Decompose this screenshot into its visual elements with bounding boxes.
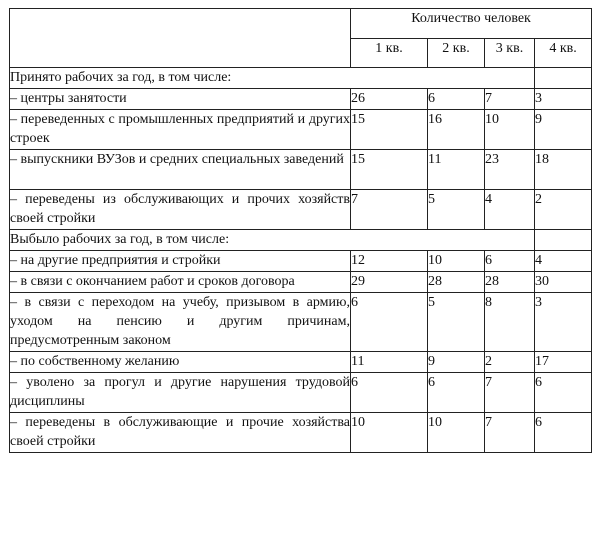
cell-q1: 6 (351, 373, 428, 413)
cell-q2: 28 (428, 272, 485, 293)
table-row (10, 293, 592, 352)
cell-q2: 11 (428, 150, 485, 190)
table-row (10, 150, 592, 190)
cell-q1: 26 (351, 89, 428, 110)
cell-q3: 7 (485, 89, 535, 110)
cell-q4: 3 (535, 89, 592, 110)
row-label: – по собственному желанию (10, 352, 351, 373)
cell-q4: 17 (535, 352, 592, 373)
header-group-label: Количество человек (351, 9, 592, 39)
header-quarter-3: 3 кв. (485, 38, 535, 68)
cell-q2: 6 (428, 373, 485, 413)
section-row-departed (10, 230, 592, 251)
row-label: – на другие предприятия и стройки (10, 251, 351, 272)
row-label: – в связи с окончанием работ и сроков договора (10, 272, 351, 293)
row-label: – уволено за прогул и другие нарушения трудовой дисциплины (10, 373, 351, 413)
row-label: – центры занятости (10, 89, 351, 110)
cell-q3: 2 (485, 352, 535, 373)
cell-q4: 6 (535, 413, 592, 453)
cell-q2: 6 (428, 89, 485, 110)
cell-q1: 7 (351, 190, 428, 230)
section-title-departed: Выбыло рабочих за год, в том числе: (10, 230, 535, 251)
table-row (10, 110, 592, 150)
cell-q3: 23 (485, 150, 535, 190)
row-label: – переведены в обслуживающие и прочие хозяйства своей стройки (10, 413, 351, 453)
row-label: – переведены из обслуживающих и прочих хозяйств своей стройки (10, 190, 351, 230)
section-row-hired (10, 68, 592, 89)
cell-q3: 4 (485, 190, 535, 230)
cell-q2: 5 (428, 293, 485, 352)
cell-q1: 6 (351, 293, 428, 352)
cell-q3: 10 (485, 110, 535, 150)
header-quarter-2: 2 кв. (428, 38, 485, 68)
row-label: – в связи с переходом на учебу, призывом в армию, уходом на пенсию и другим причинам, предусмотренным законом (10, 293, 351, 352)
cell-q2: 10 (428, 251, 485, 272)
cell-q1: 15 (351, 150, 428, 190)
cell-q4: 3 (535, 293, 592, 352)
header-corner-cell (10, 9, 351, 68)
table-row (10, 190, 592, 230)
table-row (10, 251, 592, 272)
table-row (10, 373, 592, 413)
cell-q4: 18 (535, 150, 592, 190)
cell-q3: 6 (485, 251, 535, 272)
table-row (10, 272, 592, 293)
header-quarter-1: 1 кв. (351, 38, 428, 68)
cell-q4: 30 (535, 272, 592, 293)
row-label: – выпускники ВУЗов и средних специальных заведений (10, 150, 351, 190)
table-row (10, 352, 592, 373)
table-row (10, 89, 592, 110)
cell-q1: 15 (351, 110, 428, 150)
cell-q1: 10 (351, 413, 428, 453)
header-quarter-4: 4 кв. (535, 38, 592, 68)
workforce-table (9, 8, 592, 453)
cell-q1: 12 (351, 251, 428, 272)
section-empty-cell (535, 68, 592, 89)
cell-q4: 6 (535, 373, 592, 413)
cell-q3: 7 (485, 413, 535, 453)
section-empty-cell (535, 230, 592, 251)
cell-q2: 10 (428, 413, 485, 453)
table-row (10, 413, 592, 453)
cell-q1: 11 (351, 352, 428, 373)
cell-q3: 7 (485, 373, 535, 413)
cell-q2: 9 (428, 352, 485, 373)
cell-q4: 9 (535, 110, 592, 150)
cell-q4: 4 (535, 251, 592, 272)
section-title-hired: Принято рабочих за год, в том числе: (10, 68, 535, 89)
cell-q3: 8 (485, 293, 535, 352)
cell-q2: 16 (428, 110, 485, 150)
row-label: – переведенных с промышленных предприятий и других строек (10, 110, 351, 150)
cell-q4: 2 (535, 190, 592, 230)
cell-q1: 29 (351, 272, 428, 293)
cell-q3: 28 (485, 272, 535, 293)
cell-q2: 5 (428, 190, 485, 230)
